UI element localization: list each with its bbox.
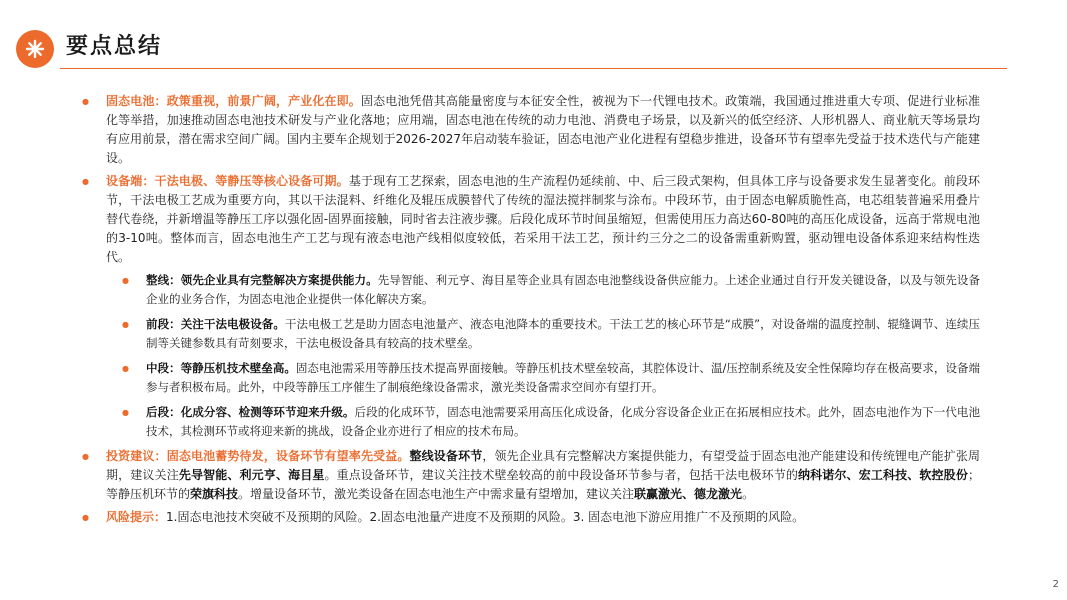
bullet-lead: 投资建议：固态电池蓄势待发，设备环节有望率先受益。 [106, 449, 410, 463]
title-divider [60, 68, 1007, 69]
bullet-risk-warning [80, 508, 980, 527]
bullet-lead: 固态电池：政策重视，前景广阔，产业化在即。 [106, 94, 361, 108]
highlight-companies: 荣旗科技 [190, 487, 239, 501]
sub-bullet-lead: 中段：等静压机技术壁垒高。 [146, 361, 296, 375]
sub-bullet-lead: 后段：化成分容、检测等环节迎来升级。 [146, 405, 355, 419]
asterisk-icon [24, 38, 46, 60]
highlight-companies: 先导智能、利元亨、海目星 [178, 468, 325, 482]
bullet-text: ；等静压机环节的 [106, 468, 980, 501]
slide-header [16, 26, 1006, 70]
page-number: 2 [1052, 579, 1059, 590]
bullet-text: 。重点设备环节，建议关注技术壁垒较高的前中段设备环节参与者，包括干法电极环节的 [324, 468, 798, 482]
sub-bullet-text: 干法电极工艺是助力固态电池量产、液态电池降本的重要技术。干法工艺的核心环节是“成膜”，对设备端的温度控制、辊缝调节、连续压制等关键参数具有苛刻要求，干法电极设备具有较高的技术壁垒。 [146, 317, 980, 350]
sub-bullet-full-line [120, 271, 980, 309]
bullet-solid-state-battery [80, 92, 980, 168]
bullet-text: 基于现有工艺探索，固态电池的生产流程仍延续前、中、后三段式架构，但具体工序与设备要求发生显著变化。前段环节，干法电极工艺成为重要方向，其以干法混料、纤维化及辊压成膜替代了传统的湿法搅拌制浆与涂布。中段环节，由于固态电解质脆性高，电芯组装普遍采用叠片替代卷绕，并新增温等静压工序以强化固-固界面接触，同时省去注液步骤。后段化成环节时间虽缩短，但需使用压力高达60-80吨的高压化成设备，远高于常规电池的3-10吨。整体而言，固态电池生产工艺与现有液态电池产线相似度较低，若采用干法工艺，预计约三分之二的设备需重新购置，驱动锂电设备体系迎来结构性迭代。 [106, 174, 980, 264]
bullet-lead: 风险提示： [106, 510, 167, 524]
sub-bullet-text: 先导智能、利元亨、海目星等企业具有固态电池整线设备供应能力。上述企业通过自行开发关键设备，以及与领先设备企业的业务合作，为固态电池企业提供一体化解决方案。 [146, 273, 981, 306]
bullet-equipment [80, 172, 980, 267]
section-badge [16, 30, 54, 68]
bullet-text: 。增量设备环节，激光类设备在固态电池生产中需求量有望增加，建议关注 [238, 487, 635, 501]
bullet-text: 。 [742, 487, 755, 501]
bullet-text: 1.固态电池技术突破不及预期的风险。2.固态电池量产进度不及预期的风险。3. 固态电池下游应用推广不及预期的风险。 [166, 510, 805, 524]
sub-bullet-middle-stage [120, 359, 980, 397]
summary-content [80, 92, 980, 531]
highlight-segment: 整线设备环节 [409, 449, 483, 463]
sub-bullet-text: 固态电池需采用等静压技术提高界面接触。等静压机技术壁垒较高，其腔体设计、温/压控制系统及安全性保障均存在极高要求，设备端参与者积极布局。此外，中段等静压工序催生了制痕绝缘设备需求，激光类设备需求空间亦有望打开。 [146, 361, 980, 394]
bullet-investment-advice [80, 447, 980, 504]
page-title: 要点总结 [66, 34, 163, 59]
bullet-text: 固态电池凭借其高能量密度与本征安全性，被视为下一代锂电技术。政策端，我国通过推进重大专项、促进行业标准化等举措，加速推动固态电池技术研发与产业化落地；应用端，固态电池在传统的动力电池、消费电子场景，以及新兴的低空经济、人形机器人、商业航天等场景均有应用前景，潜在需求空间广阔。国内主要车企规划于2026-2027年启动装车验证，固态电池产业化进程有望稳步推进，设备环节有望率先受益于技术迭代与产能建设。 [106, 94, 980, 165]
bullet-lead: 设备端：干法电极、等静压等核心设备可期。 [106, 174, 349, 188]
sub-bullet-back-stage [120, 403, 980, 441]
sub-bullet-text: 后段的化成环节，固态电池需要采用高压化成设备，化成分容设备企业正在拓展相应技术。此外，固态电池作为下一代电池技术，其检测环节或将迎来新的挑战，设备企业亦进行了相应的技术布局。 [146, 405, 981, 438]
sub-bullet-lead: 整线：领先企业具有完整解决方案提供能力。 [146, 273, 378, 287]
bullet-text: ，领先企业具有完整解决方案提供能力，有望受益于固态电池产能建设和传统锂电产能扩张周期，建议关注 [106, 449, 980, 482]
highlight-companies: 联赢激光、德龙激光 [634, 487, 743, 501]
sub-bullet-front-stage [120, 315, 980, 353]
highlight-companies: 纳科诺尔、宏工科技、软控股份 [798, 468, 968, 482]
sub-bullet-lead: 前段：关注干法电极设备。 [146, 317, 285, 331]
